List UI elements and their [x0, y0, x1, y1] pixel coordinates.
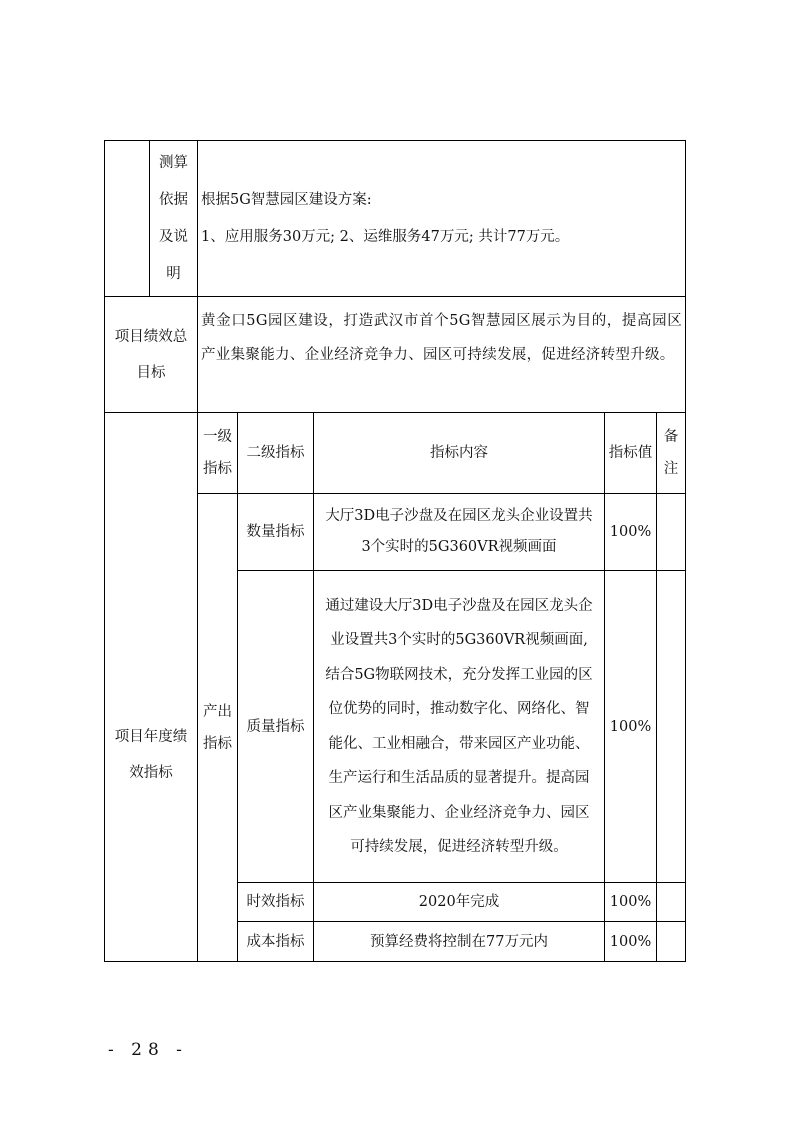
goal-label-line: 项目绩效总 [114, 328, 188, 345]
basis-label-line: 明 [166, 265, 181, 282]
row-value: 100% [609, 894, 652, 910]
row-content-line: 大厅3D电子沙盘及在园区龙头企业设置共 [325, 508, 593, 524]
indicators-section-label [105, 413, 197, 961]
header-level1 [198, 413, 237, 493]
page-number: - 28 - [108, 1040, 188, 1060]
table-border-right [685, 140, 686, 962]
basis-label-line: 依据 [159, 191, 188, 208]
table-rule [656, 412, 657, 962]
header-remark-line: 注 [663, 461, 679, 477]
row-content [314, 494, 604, 570]
header-remark-line: 备 [663, 429, 679, 445]
indicators-label-line: 项目年度绩 [114, 728, 188, 745]
row-content-line: 结合5G物联网技术，充分发挥工业园的区 [325, 666, 593, 683]
basis-label-line: 及说 [159, 228, 188, 245]
row-content-line: 业设置共3个实时的5G360VR视频画面, [330, 632, 588, 648]
goal-label [105, 297, 197, 412]
row-content-line: 预算经费将控制在77万元内 [370, 933, 548, 950]
row-content-line: 2020年完成 [418, 894, 500, 910]
row-level2: 时效指标 [246, 894, 305, 910]
header-content: 指标内容 [430, 445, 488, 461]
row-content-line: 位优势的同时，推动数字化、网络化、智 [328, 701, 590, 717]
header-level2: 二级指标 [246, 445, 305, 461]
level1-name-line: 指标 [203, 735, 232, 752]
header-level1-line: 一级 [203, 429, 232, 445]
row-level2: 质量指标 [246, 718, 305, 735]
row-content-line: 通过建设大厅3D电子沙盘及在园区龙头企 [325, 597, 593, 614]
basis-content [201, 141, 685, 296]
row-level2: 成本指标 [246, 933, 305, 950]
row-content-line: 可持续发展，促进经济转型升级。 [350, 839, 568, 855]
goal-text: 黄金口5G园区建设，打造武汉市首个5G智慧园区展示为目的，提高园区产业集聚能力、企业经济竞争力、园区可持续发展，促进经济转型升级。 [201, 313, 682, 363]
indicators-label-line: 效指标 [129, 764, 173, 781]
level1-name [198, 494, 237, 961]
table-border-bottom [104, 961, 686, 962]
row-content-line: 生产运行和生活品质的显著提升。提高园 [328, 770, 590, 786]
header-level1-line: 指标 [203, 461, 232, 477]
row-content-line: 区产业集聚能力、企业经济竞争力、园区 [328, 804, 590, 821]
row-content [314, 922, 604, 961]
basis-line: 1、应用服务30万元; 2、运维服务47万元; 共计77万元。 [201, 228, 570, 245]
row-content-line: 3个实时的5G360VR视频画面 [361, 539, 557, 555]
row-value: 100% [609, 718, 652, 735]
row-value: 100% [609, 933, 652, 950]
row-content [314, 571, 604, 882]
row-content-line: 能化、工业相融合，带来园区产业功能、 [328, 735, 590, 752]
row-content [314, 883, 604, 921]
header-value: 指标值 [608, 445, 653, 461]
level1-name-line: 产出 [203, 703, 232, 720]
basis-line: 根据5G智慧园区建设方案: [201, 191, 372, 208]
header-remark [657, 413, 685, 493]
basis-label-line: 测算 [159, 154, 188, 171]
row-level2: 数量指标 [246, 524, 305, 540]
basis-label [150, 141, 197, 296]
row-value: 100% [609, 524, 652, 540]
goal-label-line: 目标 [136, 364, 166, 381]
